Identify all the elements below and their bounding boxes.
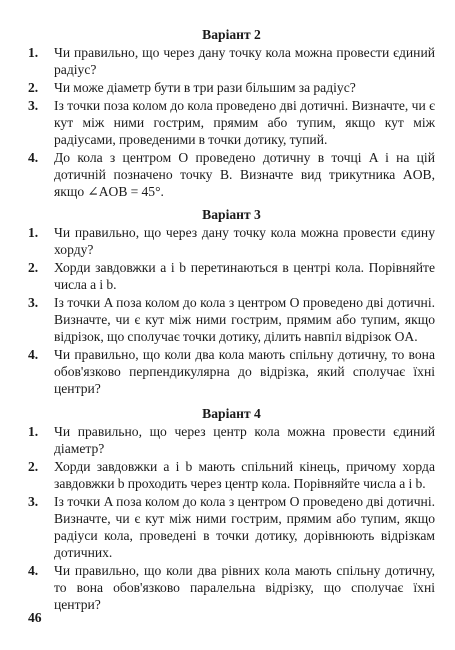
- question-item: [28, 346, 435, 397]
- question-item: [28, 224, 435, 258]
- question-number: 4.: [28, 563, 39, 578]
- question-item: [28, 294, 435, 345]
- question-item: [28, 79, 435, 96]
- question-number: 2.: [28, 459, 39, 474]
- question-text: Чи правильно, що коли два кола мають спільну дотичну, то вона обов'язково перпендикулярна до відрізка, який сполучає їхні центри?: [54, 347, 435, 396]
- question-text: Із точки поза колом до кола проведено дві дотичні. Визначте, чи є кут між ними гострим, прямим або тупим, якщо кут між радіусами, проведеними в точки дотику, тупий.: [54, 98, 435, 147]
- question-number: 1.: [28, 424, 39, 439]
- question-text: Чи правильно, що через дану точку кола можна провести єдину хорду?: [54, 225, 435, 257]
- question-text: Хорди завдовжки a і b мають спільний кінець, причому хорда завдовжки b проходить через центр кола. Порівняйте числа a і b.: [54, 459, 435, 491]
- variant-section: [28, 405, 435, 613]
- question-number: 3.: [28, 98, 39, 113]
- question-number: 3.: [28, 295, 39, 310]
- variant-title: Варіант 4: [202, 406, 261, 421]
- question-number: 2.: [28, 260, 39, 275]
- page-number: 46: [28, 610, 42, 625]
- question-number: 1.: [28, 225, 39, 240]
- question-text: Із точки A поза колом до кола з центром O проведено дві дотичні. Визначте, чи є кут між ними гострим, прямим або тупим, якщо відрізок, що сполучає точки дотику, ділить навпіл відрізок OA.: [54, 295, 435, 344]
- variant-title: Варіант 3: [202, 207, 261, 222]
- question-text: Чи правильно, що через дану точку кола можна провести єдиний радіус?: [54, 45, 435, 77]
- question-item: [28, 458, 435, 492]
- question-item: [28, 44, 435, 78]
- question-number: 4.: [28, 150, 39, 165]
- question-item: [28, 259, 435, 293]
- question-number: 1.: [28, 45, 39, 60]
- question-item: [28, 562, 435, 613]
- question-item: [28, 423, 435, 457]
- question-item: [28, 149, 435, 200]
- question-item: [28, 493, 435, 561]
- question-text: Чи може діаметр бути в три рази більшим за радіус?: [54, 80, 356, 95]
- variant-section: [28, 206, 435, 397]
- question-text: Чи правильно, що коли два рівних кола мають спільну дотичну, то вона обов'язково паралельна відрізку, що сполучає їхні центри?: [54, 563, 435, 612]
- question-number: 4.: [28, 347, 39, 362]
- question-number: 3.: [28, 494, 39, 509]
- question-text: До кола з центром O проведено дотичну в точці A і на цій дотичній позначено точку B. Визначте вид трикутника AOB, якщо ∠AOB = 45°.: [54, 150, 435, 199]
- question-text: Чи правильно, що через центр кола можна провести єдиний діаметр?: [54, 424, 435, 456]
- variant-section: [28, 26, 435, 200]
- question-text: Із точки A поза колом до кола з центром O проведено дві дотичні. Визначте, чи є кут між ними гострим, прямим або тупим, якщо радіуси кола, проведені в точки дотику, дорівнюють відрізкам дотичних.: [54, 494, 435, 560]
- question-number: 2.: [28, 80, 39, 95]
- question-text: Хорди завдовжки a і b перетинаються в центрі кола. Порівняйте числа a і b.: [54, 260, 435, 292]
- variant-title: Варіант 2: [202, 27, 261, 42]
- question-item: [28, 97, 435, 148]
